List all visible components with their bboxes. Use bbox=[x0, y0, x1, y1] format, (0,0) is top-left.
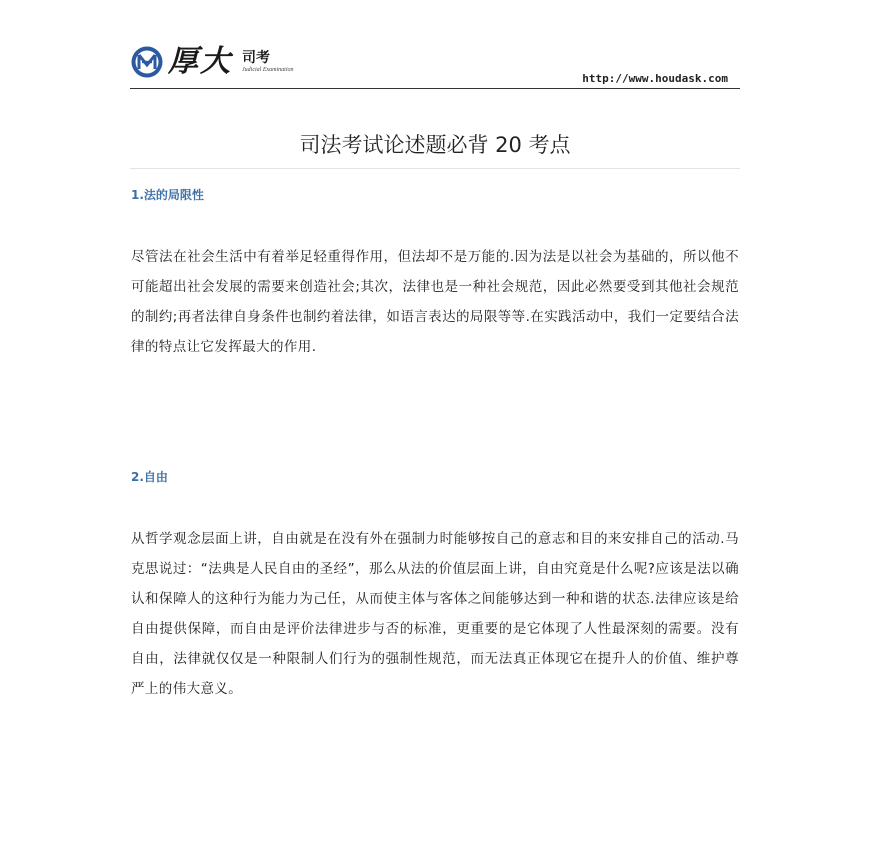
brand-subtitle-en: Judicial Examination bbox=[242, 67, 294, 73]
brand-logo[interactable] bbox=[130, 44, 294, 80]
page-header bbox=[130, 40, 740, 89]
brand-name: 厚大 bbox=[168, 44, 232, 79]
section-heading: 1.法的局限性 bbox=[131, 188, 204, 202]
brand-subtitle bbox=[242, 51, 294, 73]
document-title: 司法考试论述题必背 20 考点 bbox=[130, 130, 740, 169]
section-paragraph: 尽管法在社会生活中有着举足轻重得作用，但法却不是万能的.因为法是以社会为基础的，所以他不可能超出社会发展的需要来创造社会;其次，法律也是一种社会规范，因此必然要受到其他社会规范的制约;再者法律自身条件也制约着法律，如语言表达的局限等等.在实践活动中，我们一定要结合法律的特点让它发挥最大的作用. bbox=[131, 249, 739, 355]
site-url-link[interactable]: http://www.houdask.com bbox=[582, 72, 728, 85]
section-heading: 2.自由 bbox=[131, 470, 168, 484]
section-paragraph: 从哲学观念层面上讲，自由就是在没有外在强制力时能够按自己的意志和目的来安排自己的活动.马克思说过：“法典是人民自由的圣经”，那么从法的价值层面上讲，自由究竟是什么呢?应该是法以确认和保障人的这种行为能力为己任，从而使主体与客体之间能够达到一种和谐的状态.法律应该是给自由提供保障，而自由是评价法律进步与否的标准，更重要的是它体现了人性最深刻的需要。没有自由，法律就仅仅是一种限制人们行为的强制性规范，而无法真正体现它在提升人的价值、维护尊严上的伟大意义。 bbox=[131, 531, 739, 697]
brand-subtitle-cn: 司考 bbox=[242, 50, 270, 66]
brand-mark-icon bbox=[130, 45, 164, 79]
